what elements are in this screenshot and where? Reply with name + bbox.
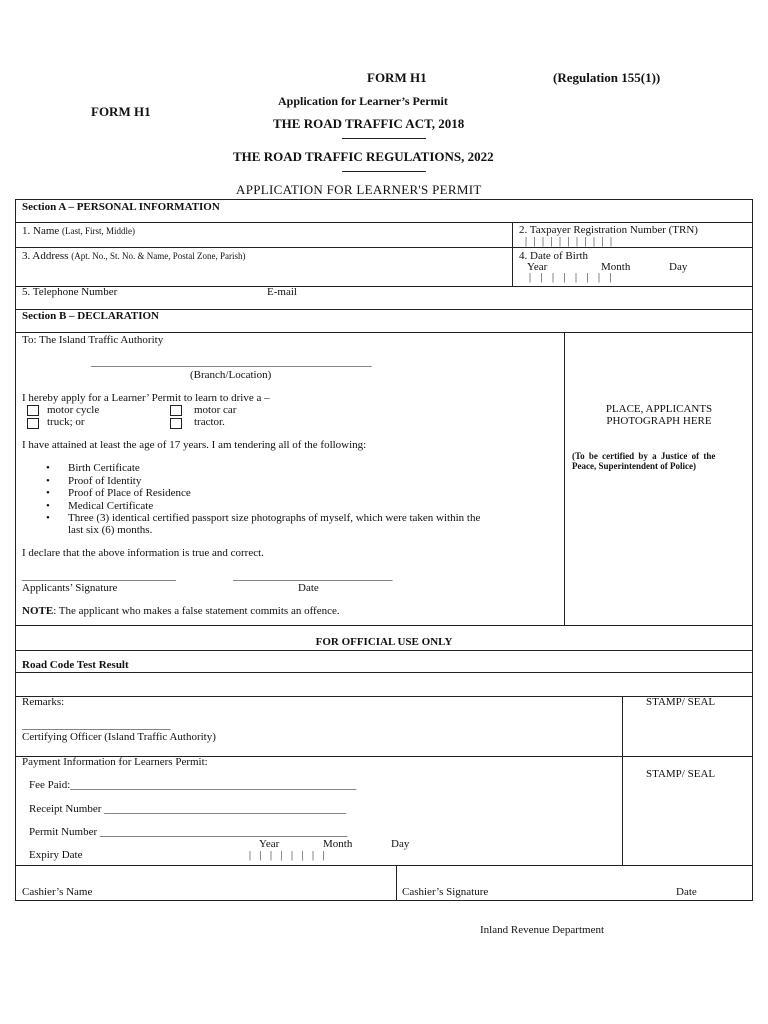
address-hint: (Apt. No., St. No. & Name, Postal Zone, Parish) — [71, 251, 246, 261]
date-label: Date — [298, 582, 319, 594]
cashier-name-field[interactable]: Cashier’s Name — [22, 886, 93, 898]
expiry-month-label: Month — [323, 838, 353, 850]
section-a-heading: Section A – PERSONAL INFORMATION — [22, 201, 220, 213]
form-title-left: FORM H1 — [91, 104, 151, 119]
truck-checkbox[interactable] — [27, 418, 39, 429]
form-title-center: FORM H1 — [367, 70, 427, 85]
address-field[interactable] — [22, 250, 245, 262]
apply-statement: I hereby apply for a Learner’ Permit to learn to drive a – — [22, 392, 270, 404]
stamp-seal-1: STAMP/ SEAL — [646, 696, 716, 708]
official-use-heading: FOR OFFICIAL USE ONLY — [315, 636, 453, 648]
declaration-statement: I declare that the above information is true and correct. — [22, 547, 264, 559]
photo-note-line-2: Peace, Superintendent of Police) — [572, 461, 696, 471]
officer-signature-line[interactable]: ___________________________ — [22, 719, 171, 731]
name-label: 1. Name — [22, 225, 60, 237]
motor-cycle-checkbox[interactable] — [27, 405, 39, 416]
border — [15, 900, 753, 901]
permit-number-field[interactable]: Permit Number _____________________________________________ — [29, 826, 348, 838]
tractor-label: tractor. — [194, 416, 225, 428]
trn-label: 2. Taxpayer Registration Number (TRN) — [519, 224, 698, 236]
border — [15, 625, 753, 626]
bullet: • — [46, 487, 50, 499]
regulation-reference: (Regulation 155(1)) — [553, 70, 661, 85]
list-item: Three (3) identical certified passport size photographs of myself, which were taken within the — [68, 512, 481, 524]
list-item: Proof of Place of Residence — [68, 487, 191, 499]
receipt-number-field[interactable]: Receipt Number ____________________________________________ — [29, 803, 347, 815]
regulations-title: THE ROAD TRAFFIC REGULATIONS, 2022 — [233, 149, 494, 164]
name-hint: (Last, First, Middle) — [62, 226, 136, 236]
certifying-officer-label: Certifying Officer (Island Traffic Authority) — [22, 731, 216, 743]
stamp-seal-2: STAMP/ SEAL — [646, 768, 716, 780]
border — [15, 222, 753, 223]
section-b-heading: Section B – DECLARATION — [22, 310, 160, 322]
cashier-signature-field[interactable]: Cashier’s Signature — [402, 886, 489, 898]
dob-label: 4. Date of Birth — [519, 250, 589, 262]
note-label: NOTE — [22, 605, 54, 617]
bullet: • — [46, 475, 50, 487]
remarks-field[interactable]: Remarks: — [22, 696, 65, 708]
motor-car-label: motor car — [194, 404, 237, 416]
border — [564, 332, 565, 625]
expiry-date-boxes[interactable]: | | | | | | | | — [249, 850, 325, 861]
border — [512, 222, 513, 286]
motor-cycle-label: motor cycle — [47, 404, 100, 416]
addressee: To: The Island Traffic Authority — [22, 334, 164, 346]
list-item: Birth Certificate — [68, 462, 140, 474]
border — [15, 247, 753, 248]
road-code-test-result: Road Code Test Result — [22, 659, 129, 671]
phone-field[interactable]: 5. Telephone Number — [22, 286, 118, 298]
border — [15, 672, 753, 673]
dob-day-label: Day — [669, 261, 688, 273]
border — [15, 286, 753, 287]
photo-note-line-1: (To be certified by a Justice of the — [572, 451, 716, 461]
expiry-date-label: Expiry Date — [29, 849, 83, 861]
bullet: • — [46, 512, 50, 524]
name-field[interactable] — [22, 225, 135, 237]
divider — [342, 171, 426, 172]
dob-year-label: Year — [527, 261, 548, 273]
branch-input-line[interactable]: ___________________________________________________ — [91, 356, 372, 368]
note — [22, 605, 340, 617]
date-line[interactable]: _____________________________ — [233, 570, 393, 582]
fee-paid-field[interactable]: Fee Paid:____________________________________________________ — [29, 779, 357, 791]
border — [15, 332, 753, 333]
photo-title-line-1: PLACE, APPLICANTS — [605, 403, 713, 415]
photo-title-line-2: PHOTOGRAPH HERE — [606, 415, 712, 427]
expiry-day-label: Day — [391, 838, 410, 850]
payment-info-label: Payment Information for Learners Permit: — [22, 756, 208, 768]
truck-label: truck; or — [47, 416, 85, 428]
motor-car-checkbox[interactable] — [170, 405, 182, 416]
act-title: THE ROAD TRAFFIC ACT, 2018 — [273, 116, 465, 131]
list-item: Proof of Identity — [68, 475, 142, 487]
department-footer: Inland Revenue Department — [480, 924, 605, 936]
signature-line[interactable]: ____________________________ — [22, 570, 176, 582]
bullet: • — [46, 462, 50, 474]
border — [396, 865, 397, 900]
list-item: Medical Certificate — [68, 500, 154, 512]
border — [15, 865, 753, 866]
trn-boxes[interactable]: | | | | | | | | | | | — [525, 236, 613, 247]
bullet: • — [46, 500, 50, 512]
form-subtitle: Application for Learner’s Permit — [278, 94, 448, 108]
divider — [342, 138, 426, 139]
dob-month-label: Month — [601, 261, 631, 273]
dob-boxes[interactable]: | | | | | | | | — [529, 272, 612, 283]
main-title: APPLICATION FOR LEARNER'S PERMIT — [236, 182, 482, 197]
expiry-year-label: Year — [259, 838, 280, 850]
email-field[interactable]: E-mail — [267, 286, 297, 298]
branch-label: (Branch/Location) — [190, 369, 272, 381]
border — [15, 696, 753, 697]
tractor-checkbox[interactable] — [170, 418, 182, 429]
border — [15, 199, 16, 901]
address-label: 3. Address — [22, 250, 69, 262]
border — [15, 199, 753, 200]
list-item-continuation: last six (6) months. — [68, 524, 153, 536]
signature-label: Applicants’ Signature — [22, 582, 118, 594]
cashier-date-field[interactable]: Date — [676, 886, 697, 898]
age-statement: I have attained at least the age of 17 years. I am tendering all of the following: — [22, 439, 367, 451]
border — [622, 696, 623, 865]
border — [752, 199, 753, 901]
border — [15, 650, 753, 651]
note-text: : The applicant who makes a false statement commits an offence. — [53, 605, 340, 617]
